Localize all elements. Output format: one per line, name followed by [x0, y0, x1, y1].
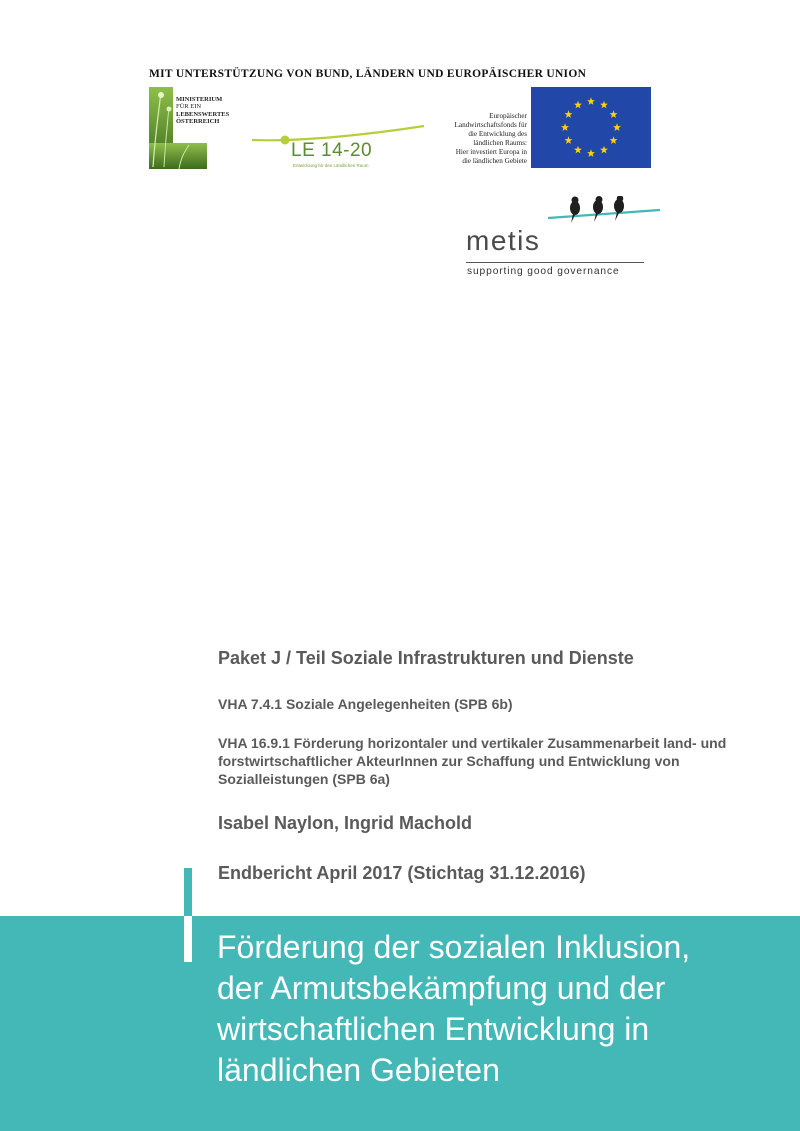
- metis-divider: [466, 262, 644, 263]
- eafrd-line: Hier investiert Europa in: [455, 147, 527, 156]
- ministry-line: LEBENSWERTES: [176, 110, 230, 118]
- eafrd-line: die ländlichen Gebiete: [462, 156, 527, 165]
- ministry-name: [176, 96, 256, 126]
- eafrd-line: die Entwicklung des: [468, 129, 527, 138]
- report-date: Endbericht April 2017 (Stichtag 31.12.2016): [218, 863, 586, 883]
- eafrd-text: [430, 112, 527, 165]
- ministry-line: MINISTERIUM: [176, 96, 223, 103]
- metis-logo-text: metis: [466, 225, 541, 256]
- ministry-line: ÖSTERREICH: [176, 118, 220, 126]
- le-logo-subtitle: Entwicklung für den Ländlichen Raum: [293, 163, 369, 168]
- eafrd-line: Landwirtschaftsfonds für: [454, 120, 527, 129]
- vha-7-4-1: VHA 7.4.1 Soziale Angelegenheiten (SPB 6b): [218, 696, 513, 712]
- eu-flag-icon: [531, 87, 651, 168]
- support-heading: MIT UNTERSTÜTZUNG VON BUND, LÄNDERN UND EUROPÄISCHER UNION: [149, 68, 587, 80]
- eafrd-line: Europäischer: [489, 112, 527, 120]
- package-heading: Paket J / Teil Soziale Infrastrukturen und Dienste: [218, 648, 634, 668]
- main-title: [217, 927, 787, 1091]
- eafrd-line: ländlichen Raums:: [473, 138, 527, 147]
- title-line: wirtschaftlichen Entwicklung in: [217, 1011, 650, 1047]
- title-line: der Armutsbekämpfung und der: [217, 970, 666, 1006]
- le-logo-text: LE 14-20: [291, 140, 373, 161]
- accent-bar-band: [184, 916, 192, 962]
- title-line: Förderung der sozialen Inklusion,: [217, 929, 691, 965]
- title-line: ländlichen Gebieten: [217, 1052, 500, 1088]
- metis-tagline: supporting good governance: [467, 266, 620, 277]
- ministry-line: FÜR EIN: [176, 103, 202, 111]
- authors: Isabel Naylon, Ingrid Machold: [218, 813, 473, 833]
- metis-birds-icon: [548, 196, 660, 228]
- vha-16-9-1: VHA 16.9.1 Förderung horizontaler und vertikaler Zusammenarbeit land- und forstwirtschaftlicher AkteurInnen zur Schaffung und Entwicklung von Sozialleistungen (SPB 6a): [218, 735, 727, 787]
